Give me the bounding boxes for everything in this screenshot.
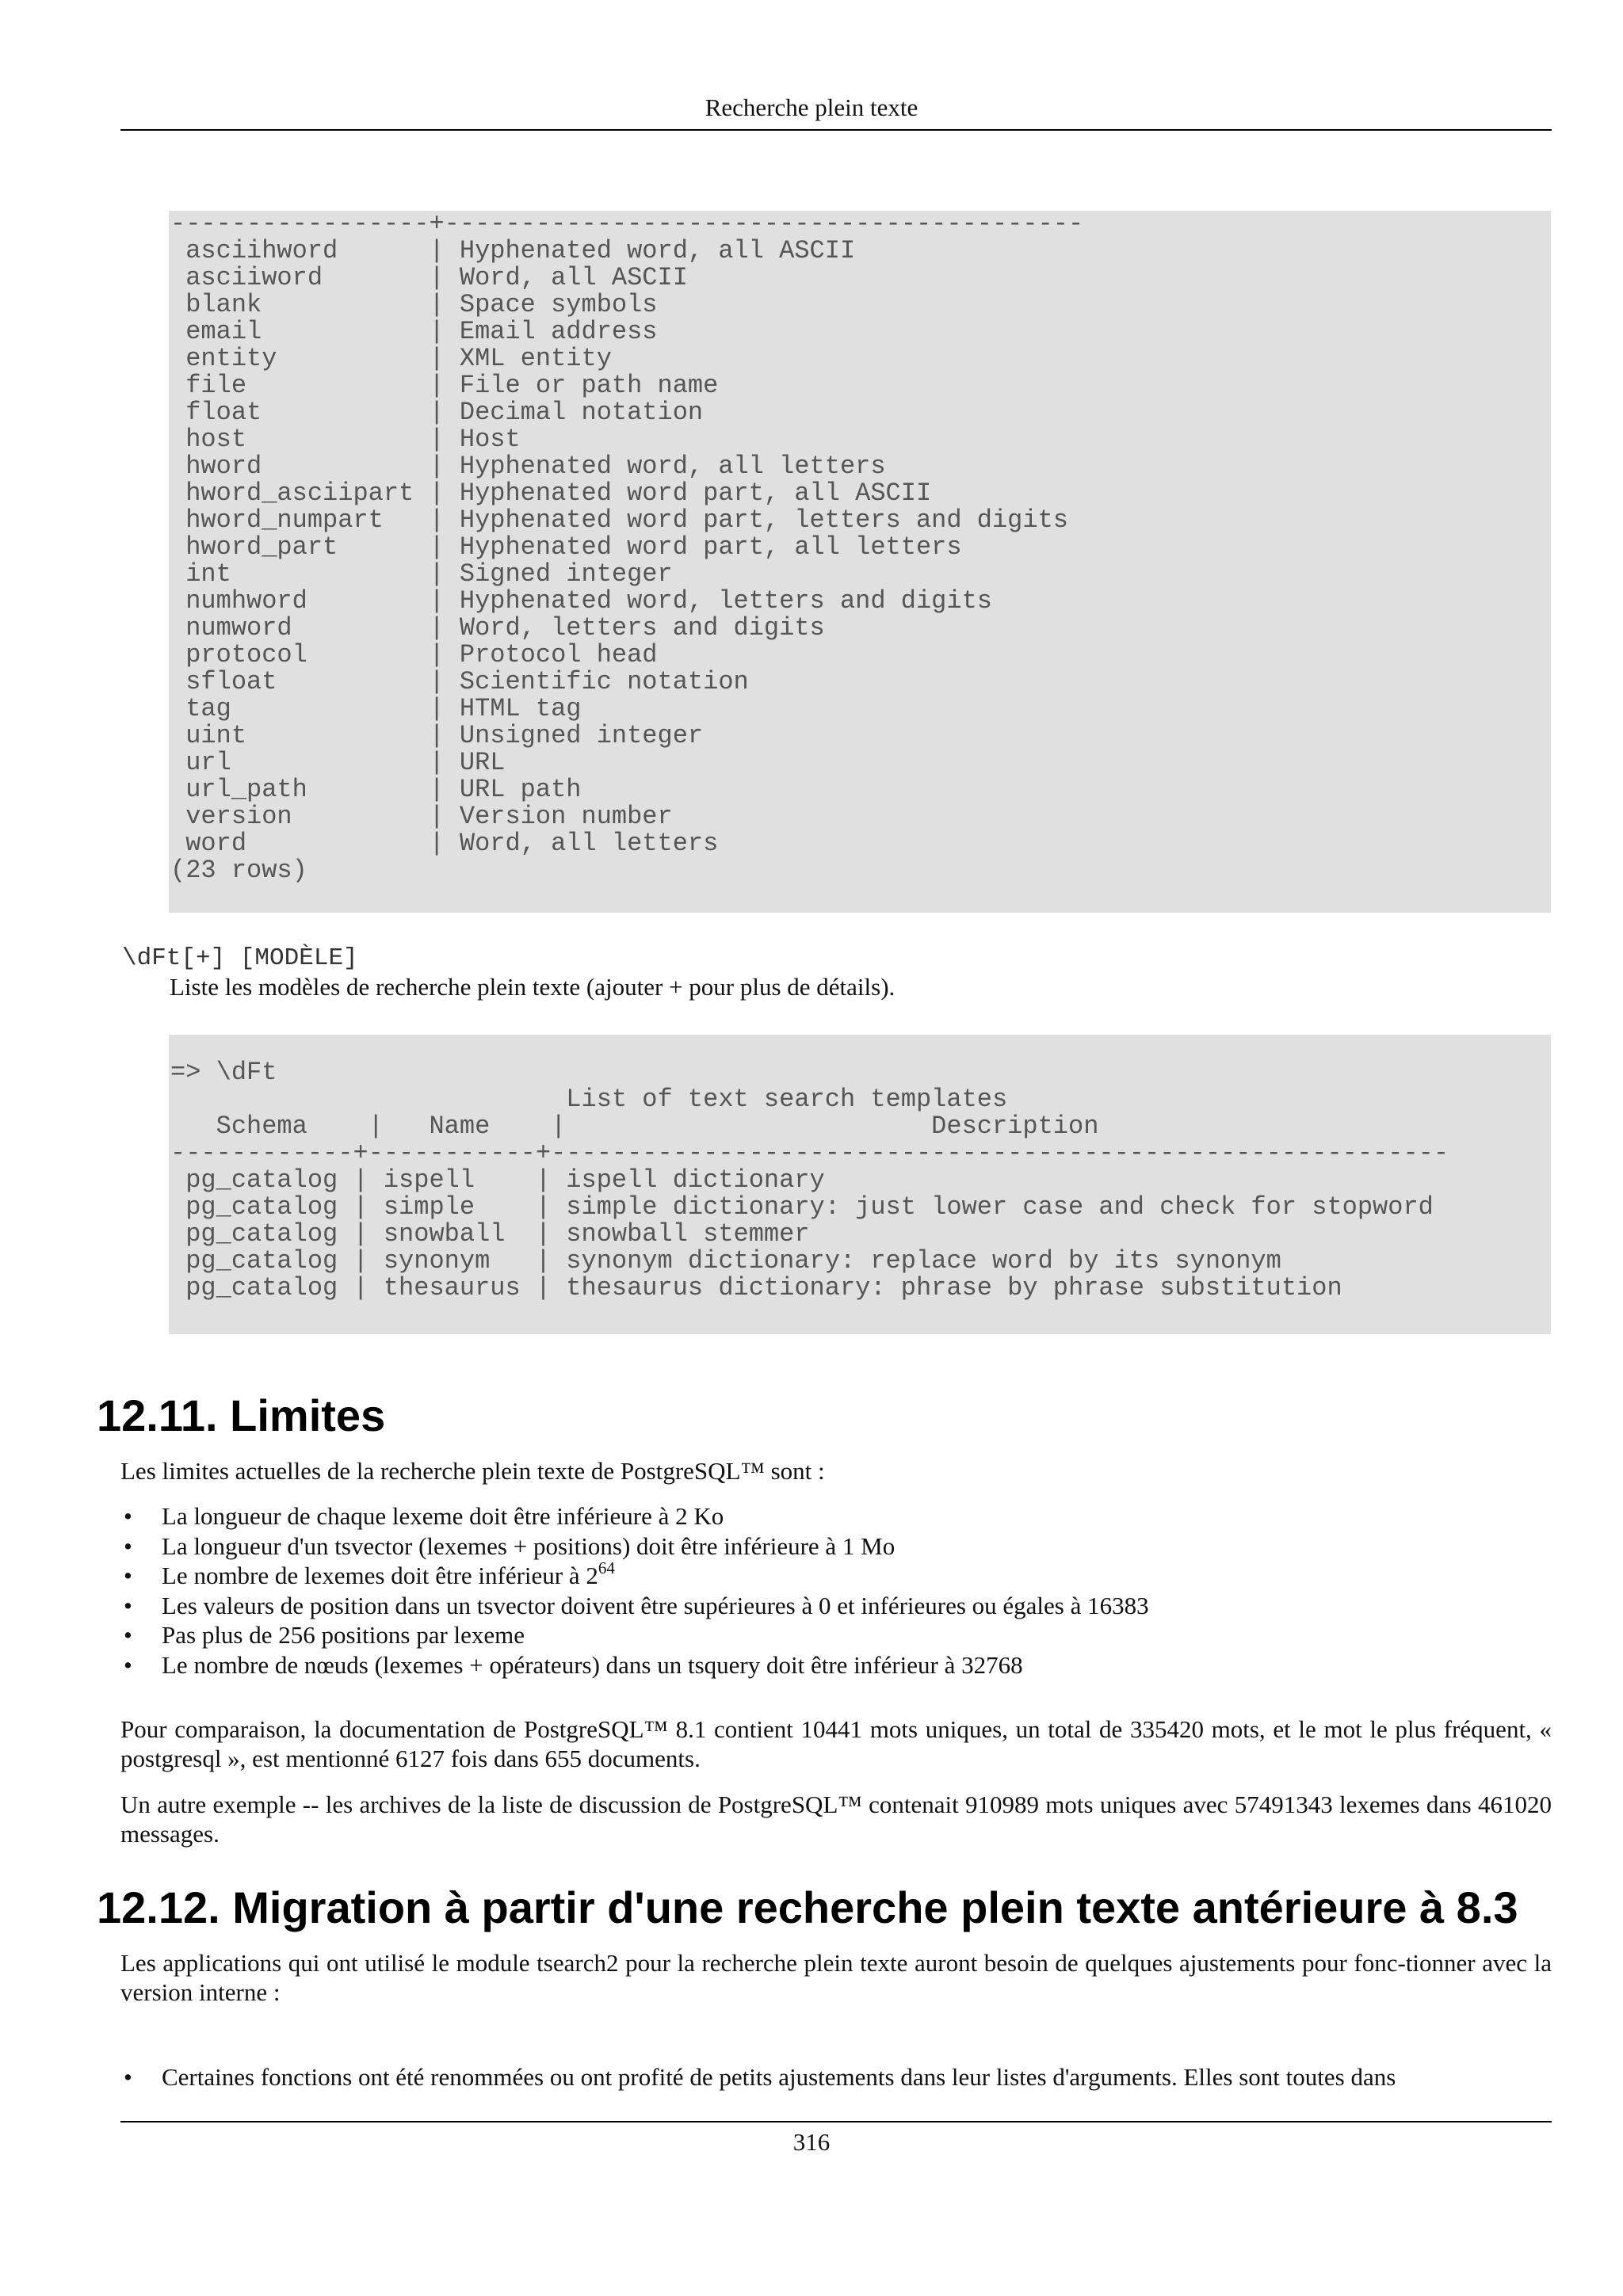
bullet-icon: • [124, 1531, 132, 1560]
example-paragraph: Un autre exemple -- les archives de la liste de discussion de PostgreSQL™ contenait 910989 mots uniques avec 57491343 lexemes dans 461020 messages. [120, 1791, 1552, 1848]
code-line: -----------------+------------------------------------------ [170, 209, 1084, 238]
code-line: sfloat | Scientific notation [170, 667, 749, 696]
code-line: Schema | Name | Description [170, 1112, 1099, 1141]
bullet-icon: • [124, 1621, 132, 1650]
migration-list [120, 2062, 1552, 2092]
code-line: url_path | URL path [170, 775, 582, 804]
footer-rule [120, 2121, 1552, 2122]
code-line: pg_catalog | ispell | ispell dictionary [170, 1165, 825, 1195]
limites-intro: Les limites actuelles de la recherche plein texte de PostgreSQL™ sont : [120, 1457, 825, 1485]
bullet-icon: • [124, 2063, 132, 2091]
code-line: => \dFt [170, 1058, 277, 1087]
list-item: • Pas plus de 256 positions par lexeme [124, 1621, 525, 1650]
code-line: asciihword | Hyphenated word, all ASCII [170, 236, 856, 265]
migration-intro: Les applications qui ont utilisé le module tsearch2 pour la recherche plein texte auront besoin de quelques ajustements pour fonc-tionner avec la version interne : [120, 1949, 1552, 2006]
code-line: email | Email address [170, 317, 658, 346]
code-line: asciiword | Word, all ASCII [170, 263, 688, 292]
code-line: blank | Space symbols [170, 290, 658, 319]
running-header: Recherche plein texte [705, 93, 918, 121]
list-item: • La longueur d'un tsvector (lexemes + positions) doit être inférieure à 1 Mo [124, 1531, 896, 1560]
header-rule [120, 129, 1552, 131]
code-line: List of text search templates [170, 1085, 1008, 1114]
code-line: host | Host [170, 425, 521, 454]
code-line: hword_asciipart | Hyphenated word part, all ASCII [170, 479, 932, 508]
code-line: protocol | Protocol head [170, 640, 658, 669]
code-line: pg_catalog | simple | simple dictionary: just lower case and check for stopword [170, 1192, 1434, 1222]
list-item: • Le nombre de nœuds (lexemes + opérateurs) dans un tsquery doit être inférieur à 32768 [124, 1650, 1023, 1679]
code-line: file | File or path name [170, 371, 719, 400]
code-block-text [170, 211, 1083, 884]
bullet-icon: • [124, 1591, 132, 1619]
code-line: pg_catalog | snowball | snowball stemmer [170, 1219, 810, 1249]
code-block-text [170, 1059, 1449, 1302]
code-line: word | Word, all letters [170, 829, 719, 858]
code-line: tag | HTML tag [170, 694, 582, 723]
code-line: hword_numpart | Hyphenated word part, letters and digits [170, 505, 1068, 535]
section-heading-migration: 12.12. Migration à partir d'une recherche plein texte antérieure à 8.3 [97, 1882, 1518, 1932]
code-line: version | Version number [170, 802, 673, 831]
code-block-token-types [169, 211, 1551, 913]
list-item: • La longueur de chaque lexeme doit être inférieure à 2 Ko [124, 1502, 724, 1530]
code-line: ------------+-----------+----------------------------------------------------------- [170, 1138, 1449, 1168]
limits-list [120, 1501, 1552, 1680]
comparison-paragraph: Pour comparaison, la documentation de PostgreSQL™ 8.1 contient 10441 mots uniques, un total de 335420 mots, et le mot le plus fréquent, « postgresql », est mentionné 6127 fois dans 655 documents. [120, 1715, 1552, 1772]
code-line: entity | XML entity [170, 344, 612, 373]
command-term: \dFt[+] [MODÈLE] [122, 944, 358, 972]
code-line: numhword | Hyphenated word, letters and digits [170, 586, 992, 616]
list-item: • Le nombre de lexemes doit être inférieur à $2^{64}$ [124, 1558, 615, 1590]
page-number: 316 [792, 2128, 831, 2156]
code-line: numword | Word, letters and digits [170, 613, 825, 643]
bullet-icon: • [124, 1502, 132, 1530]
superscript: 64 [598, 1558, 615, 1577]
code-line: hword_part | Hyphenated word part, all letters [170, 532, 962, 562]
code-line: pg_catalog | synonym | synonym dictionary: replace word by its synonym [170, 1246, 1281, 1276]
list-item: • Certaines fonctions ont été renommées ou ont profité de petits ajustements dans leur listes d'arguments. Elles sont toutes dans [124, 2063, 1396, 2091]
code-line: uint | Unsigned integer [170, 721, 704, 750]
bullet-icon: • [124, 1562, 132, 1590]
code-line: hword | Hyphenated word, all letters [170, 452, 886, 481]
code-block-templates [169, 1035, 1551, 1334]
code-line: float | Decimal notation [170, 398, 704, 427]
code-line: int | Signed integer [170, 559, 673, 589]
bullet-icon: • [124, 1650, 132, 1679]
list-item: • Les valeurs de position dans un tsvector doivent être supérieures à 0 et inférieures ou égales à 16383 [124, 1591, 1149, 1619]
command-description: Liste les modèles de recherche plein texte (ajouter + pour plus de détails). [170, 973, 896, 1001]
code-line: pg_catalog | thesaurus | thesaurus dictionary: phrase by phrase substitution [170, 1273, 1342, 1302]
code-line: (23 rows) [170, 856, 307, 885]
code-line: url | URL [170, 748, 506, 777]
section-heading-limites: 12.11. Limites [97, 1390, 386, 1440]
